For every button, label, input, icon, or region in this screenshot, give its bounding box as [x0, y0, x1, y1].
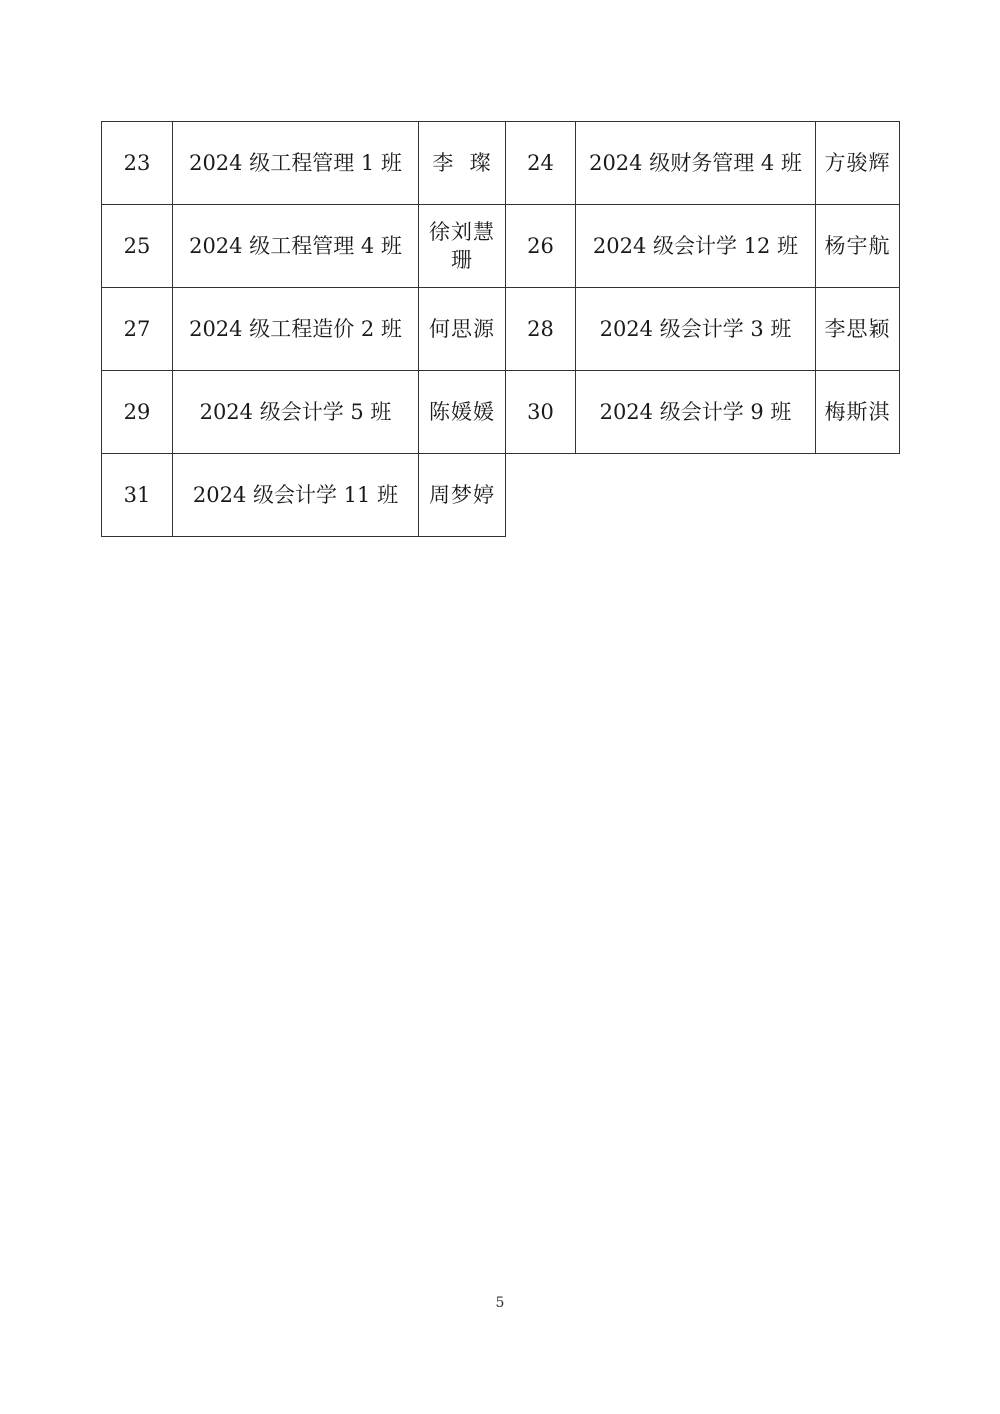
serial-number-cell: 31: [102, 454, 173, 537]
empty-cell: [816, 454, 900, 537]
class-cell: 2024 级财务管理 4 班: [576, 122, 816, 205]
page-number: 5: [495, 1295, 505, 1311]
table-row: [102, 122, 900, 205]
student-name-cell: 陈媛媛: [419, 371, 506, 454]
student-name-cell: 李 璨: [419, 122, 506, 205]
student-name-cell: 徐刘慧珊: [419, 205, 506, 288]
class-cell: 2024 级工程造价 2 班: [173, 288, 419, 371]
serial-number-cell: 26: [506, 205, 576, 288]
class-cell: 2024 级会计学 11 班: [173, 454, 419, 537]
serial-number-cell: 25: [102, 205, 173, 288]
class-cell: 2024 级工程管理 1 班: [173, 122, 419, 205]
table-row: [102, 205, 900, 288]
table-row: [102, 288, 900, 371]
class-cell: 2024 级会计学 5 班: [173, 371, 419, 454]
student-name-cell: 周梦婷: [419, 454, 506, 537]
student-name-cell: 何思源: [419, 288, 506, 371]
table-row: [102, 371, 900, 454]
class-cell: 2024 级会计学 12 班: [576, 205, 816, 288]
roster-table: [101, 121, 900, 537]
serial-number-cell: 30: [506, 371, 576, 454]
class-cell: 2024 级会计学 9 班: [576, 371, 816, 454]
class-cell: 2024 级工程管理 4 班: [173, 205, 419, 288]
serial-number-cell: 24: [506, 122, 576, 205]
serial-number-cell: 23: [102, 122, 173, 205]
empty-cell: [576, 454, 816, 537]
student-name-cell: 李思颖: [816, 288, 900, 371]
serial-number-cell: 29: [102, 371, 173, 454]
student-name-cell: 梅斯淇: [816, 371, 900, 454]
student-name-cell: 方骏辉: [816, 122, 900, 205]
table-row: [102, 454, 900, 537]
empty-cell: [506, 454, 576, 537]
serial-number-cell: 27: [102, 288, 173, 371]
serial-number-cell: 28: [506, 288, 576, 371]
student-name-cell: 杨宇航: [816, 205, 900, 288]
class-cell: 2024 级会计学 3 班: [576, 288, 816, 371]
